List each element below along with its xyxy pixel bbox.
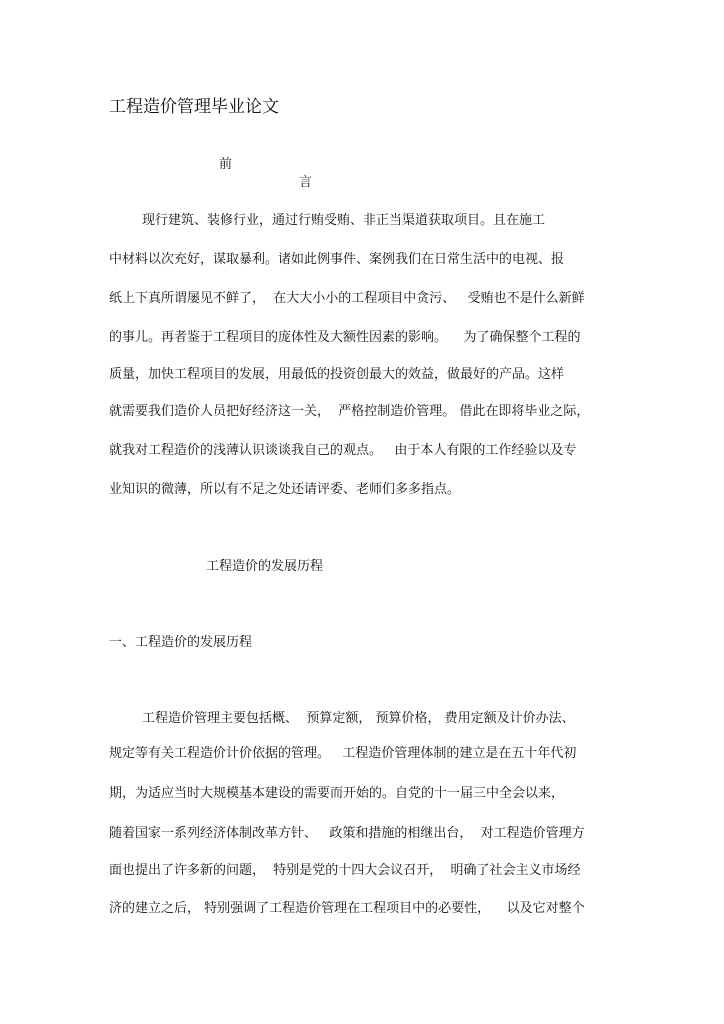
section-heading: 一、工程造价的发展历程 [109,635,253,650]
paragraph-line: 就需要我们造价人员把好经济这一关， 严格控制造价管理。 借此在即将毕业之际， [109,404,590,419]
preface-heading [0,138,724,210]
paragraph-line: 业知识的微薄，所以有不足之处还请评委、老师们多多指点。 [109,482,461,497]
paragraph-line: 的事儿。再者鉴于工程项目的庞体性及大额性因素的影响。 为了确保整个工程的 [109,330,581,345]
paragraph-line: 就我对工程造价的浅薄认识谈谈我自己的观点。 由于本人有限的工作经验以及专 [109,443,577,458]
paragraph-line: 工程造价管理主要包括概、 预算定额， 预算价格， 费用定额及计价办法、 [109,711,575,726]
preface-char-2: 言 [299,175,313,190]
preface-char-1: 前 [219,157,233,172]
paragraph-line: 济的建立之后， 特别强调了工程造价管理在工程项目中的必要性， 以及它对整个 [109,901,585,916]
paragraph-line: 规定等有关工程造价计价依据的管理。 工程造价管理体制的建立是在五十年代初 [109,746,577,761]
paragraph-line: 中材料以次充好，谋取暴利。诸如此例事件、案例我们在日常生活中的电视、报 [109,252,565,267]
paragraph-line: 面也提出了许多新的问题， 特别是党的十四大会议召开， 明确了社会主义市场经 [109,863,581,878]
paragraph-line: 质量，加快工程项目的发展，用最低的投资创最大的效益，做最好的产品。这样 [109,367,565,382]
paragraph-line: 期，为适应当时大规模基本建设的需要而开始的。自党的十一届三中全会以来， [109,786,565,801]
section-title: 工程造价的发展历程 [206,559,324,574]
paragraph-line: 现行建筑、装修行业，通过行贿受贿、非正当渠道获取项目。且在施工 [109,213,546,228]
document-title: 工程造价管理毕业论文 [109,97,279,117]
paragraph-line: 纸上下真所谓屡见不鲜了， 在大大小小的工程项目中贪污、 受贿也不是什么新鲜 [109,291,585,306]
paragraph-line: 随着国家一系列经济体制改革方针、 政策和措施的相继出台， 对工程造价管理方 [109,826,585,841]
